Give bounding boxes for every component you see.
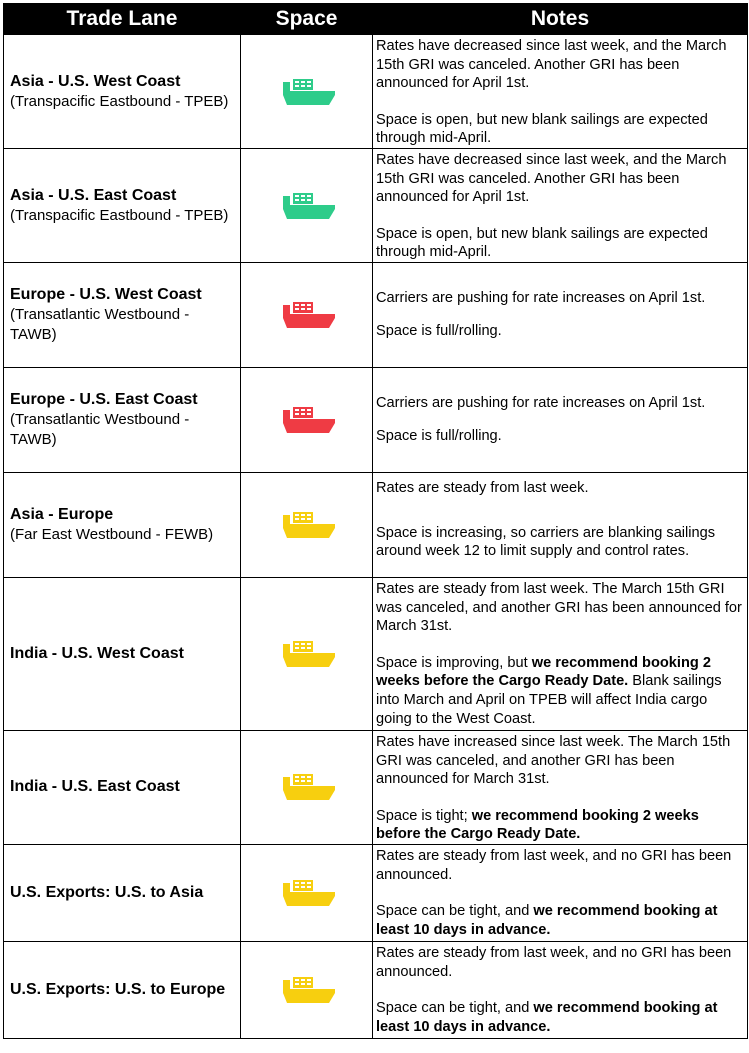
trade-lane-subtitle: (Transatlantic Westbound - TAWB) xyxy=(10,411,190,448)
notes-cell xyxy=(373,35,748,149)
notes-rates: Rates are steady from last week. The March 15th GRI was canceled, and another GRI has been announced for March 31st. xyxy=(376,581,742,635)
notes-cell xyxy=(373,473,748,578)
notes-cell xyxy=(373,844,748,941)
notes-rates: Carriers are pushing for rate increases on April 1st. xyxy=(376,395,706,412)
notes-space-text: Space is tight; xyxy=(376,807,472,824)
trade-lane-cell xyxy=(4,263,241,368)
notes-space: Space is open, but new blank sailings are expected through mid-April. xyxy=(376,225,708,261)
table-row xyxy=(4,844,748,941)
notes-rates: Rates are steady from last week. xyxy=(376,480,589,496)
trade-lane-name: India - U.S. West Coast xyxy=(10,645,184,662)
notes-cell xyxy=(373,263,748,368)
notes-space-recommendation: we recommend booking at least 10 days in advance. xyxy=(376,1000,718,1035)
trade-lane-cell xyxy=(4,149,241,263)
trade-lane-name: Europe - U.S. West Coast xyxy=(10,286,202,303)
trade-lane-subtitle: (Far East Westbound - FEWB) xyxy=(10,526,214,543)
space-status-cell xyxy=(241,149,373,263)
ship-icon xyxy=(279,774,335,800)
notes-rates: Rates are steady from last week, and no GRI has been announced. xyxy=(376,847,732,883)
space-status-cell xyxy=(241,35,373,149)
trade-lane-cell xyxy=(4,473,241,578)
header-space: Space xyxy=(241,4,373,35)
ship-icon xyxy=(279,880,335,906)
space-status-cell xyxy=(241,578,373,731)
trade-lane-cell xyxy=(4,941,241,1038)
ship-icon xyxy=(279,977,335,1003)
table-row xyxy=(4,578,748,731)
notes-space xyxy=(376,654,743,728)
trade-lane-name: Europe - U.S. East Coast xyxy=(10,391,198,408)
notes-cell xyxy=(373,149,748,263)
trade-lane-cell xyxy=(4,731,241,845)
notes-space-recommendation: we recommend booking 2 weeks before the Cargo Ready Date. xyxy=(376,654,711,690)
space-status-cell xyxy=(241,731,373,845)
trade-lane-subtitle: (Transpacific Eastbound - TPEB) xyxy=(10,92,229,110)
notes-space: Space is increasing, so carriers are blanking sailings around week 12 to limit supply and control rates. xyxy=(376,524,716,560)
notes-space: Space is full/rolling. xyxy=(376,323,502,339)
notes-cell xyxy=(373,731,748,845)
trade-lane-name: U.S. Exports: U.S. to Europe xyxy=(10,980,226,998)
ship-icon xyxy=(279,302,335,328)
table-header-row xyxy=(4,4,748,35)
space-status-cell xyxy=(241,941,373,1038)
ship-icon xyxy=(279,79,335,105)
trade-lane-subtitle: (Transatlantic Westbound - TAWB) xyxy=(10,306,190,343)
notes-rates: Rates have decreased since last week, and the March 15th GRI was canceled. Another GRI has been announced for April 1st. xyxy=(376,152,727,206)
header-trade-lane: Trade Lane xyxy=(4,4,241,35)
trade-lane-name: Asia - Europe xyxy=(10,506,114,523)
notes-space xyxy=(376,902,743,939)
notes-rates: Rates are steady from last week, and no GRI has been announced. xyxy=(376,944,732,980)
table-row xyxy=(4,473,748,578)
notes-rates: Rates have decreased since last week, and the March 15th GRI was canceled. Another GRI has been announced for April 1st. xyxy=(376,38,727,92)
notes-space-text: Space is improving, but xyxy=(376,654,532,671)
ship-icon xyxy=(279,193,335,219)
space-status-cell xyxy=(241,263,373,368)
trade-lane-cell xyxy=(4,35,241,149)
space-status-cell xyxy=(241,844,373,941)
notes-space: Space is full/rolling. xyxy=(376,428,502,444)
trade-lane-cell xyxy=(4,368,241,473)
trade-lane-name: Asia - U.S. East Coast xyxy=(10,186,177,204)
ship-icon xyxy=(279,407,335,433)
notes-cell xyxy=(373,368,748,473)
trade-lane-name: U.S. Exports: U.S. to Asia xyxy=(10,883,204,901)
trade-lane-cell xyxy=(4,844,241,941)
ship-icon xyxy=(279,512,335,538)
header-notes: Notes xyxy=(373,4,748,35)
ship-icon xyxy=(279,641,335,667)
notes-space-recommendation: we recommend booking at least 10 days in advance. xyxy=(376,903,718,938)
notes-cell xyxy=(373,941,748,1038)
notes-space: Space is open, but new blank sailings are expected through mid-April. xyxy=(376,111,708,147)
notes-rates: Rates have increased since last week. The March 15th GRI was canceled, and another GRI has been announced for March 31st. xyxy=(376,734,731,788)
notes-cell xyxy=(373,578,748,731)
table-row xyxy=(4,35,748,149)
trade-lane-name: India - U.S. East Coast xyxy=(10,778,180,796)
trade-lane-table xyxy=(3,3,748,1039)
space-status-cell xyxy=(241,368,373,473)
notes-rates: Carriers are pushing for rate increases on April 1st. xyxy=(376,290,706,307)
table-row xyxy=(4,149,748,263)
table-row xyxy=(4,731,748,845)
table-row xyxy=(4,941,748,1038)
trade-lane-subtitle: (Transpacific Eastbound - TPEB) xyxy=(10,206,229,224)
notes-space-text: Space can be tight, and xyxy=(376,903,534,920)
notes-space xyxy=(376,999,743,1036)
notes-space-text: Space can be tight, and xyxy=(376,1000,534,1017)
notes-space xyxy=(376,807,743,844)
table-row xyxy=(4,368,748,473)
space-status-cell xyxy=(241,473,373,578)
notes-space-extra: Blank sailings into March and April on TPEB will affect India cargo going to the West Coast. xyxy=(376,673,722,727)
trade-lane-cell xyxy=(4,578,241,731)
trade-lane-name: Asia - U.S. West Coast xyxy=(10,72,181,90)
table-row xyxy=(4,263,748,368)
notes-space-recommendation: we recommend booking 2 weeks before the Cargo Ready Date. xyxy=(376,807,699,843)
